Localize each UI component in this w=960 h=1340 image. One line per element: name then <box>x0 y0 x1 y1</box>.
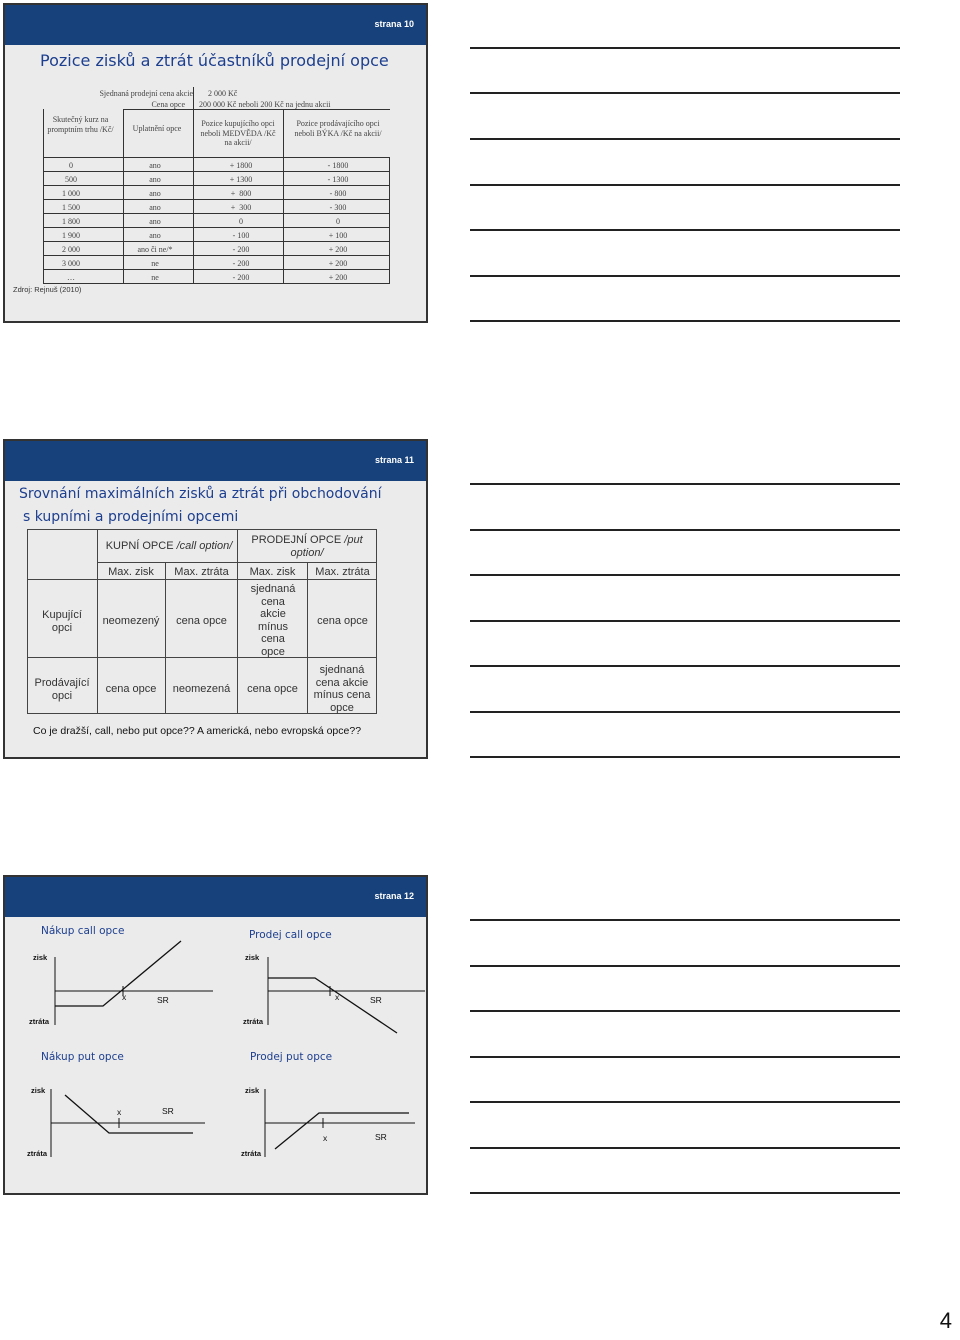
option-price-value: 200 000 Kč neboli 200 Kč na jednu akcii <box>199 100 331 109</box>
seller-position-header: Pozice prodávajícího opci neboli BÝKA /Kč na akcii/ <box>294 119 382 138</box>
payoff-diagram-short-put <box>5 877 428 1195</box>
page-number: 4 <box>939 1308 952 1333</box>
table-row: 1 000 ano + 800 - 800 <box>43 186 390 200</box>
table-row: 500 ano + 1300 - 1300 <box>43 172 390 186</box>
slide-10 <box>3 3 428 323</box>
cell-buyer-call-profit: neomezený <box>102 615 160 627</box>
question-text: Co je dražší, call, nebo put opce?? A americká, nebo evropská opce?? <box>33 725 362 737</box>
table-row: 1 500 ano + 300 - 300 <box>43 200 390 214</box>
option-price-label: Cena opce <box>151 100 185 109</box>
cell-seller-put-loss: sjednaná cena akcie mínus cena opce <box>313 664 371 714</box>
axis-label-ztrata: ztráta <box>27 1149 48 1158</box>
slide-number: strana 10 <box>374 19 414 29</box>
slide-title-line-2: s kupními a prodejními opcemi <box>23 509 239 525</box>
table-row: 3 000 ne - 200 + 200 <box>43 256 390 270</box>
buyer-position-header: Pozice kupujícího opci neboli MEDVĚDA /Kč na akcii/ <box>200 119 276 147</box>
slide-number: strana 11 <box>374 455 414 465</box>
axis-label-ztrata: ztráta <box>29 1017 50 1026</box>
table-row: 1 900 ano - 100 + 100 <box>43 228 390 242</box>
axis-label-zisk: zisk <box>31 1086 46 1095</box>
spot-price-header: Skutečný kurz na promptním trhu /Kč/ <box>47 115 114 134</box>
table-row: 1 800 ano 0 0 <box>43 214 390 228</box>
axis-label-zisk: zisk <box>33 953 48 962</box>
diagram-title: Nákup call opce <box>41 925 125 937</box>
spot-rate-label: SR <box>370 995 382 1005</box>
cell-seller-call-loss: neomezená <box>172 683 231 695</box>
table-row: 0 ano + 1800 - 1800 <box>43 158 390 172</box>
agreed-price-label: Sjednaná prodejní cena akcie <box>99 89 193 98</box>
table-row: 2 000 ano či ne/* - 200 + 200 <box>43 242 390 256</box>
cell-seller-call-profit: cena opce <box>105 683 157 695</box>
axis-label-zisk: zisk <box>245 1086 260 1095</box>
axis-label-ztrata: ztráta <box>241 1149 262 1158</box>
slide-number: strana 12 <box>374 891 414 901</box>
max-profit-header: Max. zisk <box>249 566 296 578</box>
source-note: Zdroj: Rejnuš (2010) <box>13 285 82 294</box>
slide-12 <box>3 875 428 1195</box>
cell-buyer-put-loss: cena opce <box>317 615 368 627</box>
axis-label-ztrata: ztráta <box>243 1017 264 1026</box>
diagram-title: Prodej put opce <box>250 1051 333 1063</box>
spot-rate-label: SR <box>375 1132 387 1142</box>
slide-title: Pozice zisků a ztrát účastníků prodejní opce <box>40 51 389 70</box>
seller-row-label: Prodávající opci <box>34 677 90 702</box>
buyer-row-label: Kupující opci <box>42 609 82 634</box>
slide-header <box>5 5 426 45</box>
strike-label: x <box>117 1107 122 1117</box>
put-option-header: PRODEJNÍ OPCE /put option/ <box>251 534 363 559</box>
strike-label: x <box>122 992 127 1002</box>
exercise-header: Uplatnění opce <box>132 124 182 133</box>
strike-label: x <box>335 992 340 1002</box>
agreed-price-value: 2 000 Kč <box>208 89 238 98</box>
spot-rate-label: SR <box>162 1106 174 1116</box>
slide-11 <box>3 439 428 759</box>
spot-rate-label: SR <box>157 995 169 1005</box>
max-loss-header: Max. ztráta <box>174 566 229 578</box>
cell-seller-put-profit: cena opce <box>247 683 298 695</box>
strike-label: x <box>323 1133 328 1143</box>
cell-buyer-put-profit: sjednaná cena akcie mínus cena opce <box>250 583 296 658</box>
max-loss-header: Max. ztráta <box>315 566 370 578</box>
slide-title-line-1: Srovnání maximálních zisků a ztrát při obchodování <box>19 486 382 502</box>
slide-header <box>5 441 426 481</box>
cell-buyer-call-loss: cena opce <box>176 615 227 627</box>
diagram-title: Nákup put opce <box>41 1051 124 1063</box>
max-profit-header: Max. zisk <box>108 566 154 578</box>
axis-label-zisk: zisk <box>245 953 260 962</box>
diagram-title: Prodej call opce <box>249 929 332 941</box>
call-option-header: KUPNÍ OPCE /call option/ <box>105 540 233 552</box>
table-row: … ne - 200 + 200 <box>43 270 390 284</box>
